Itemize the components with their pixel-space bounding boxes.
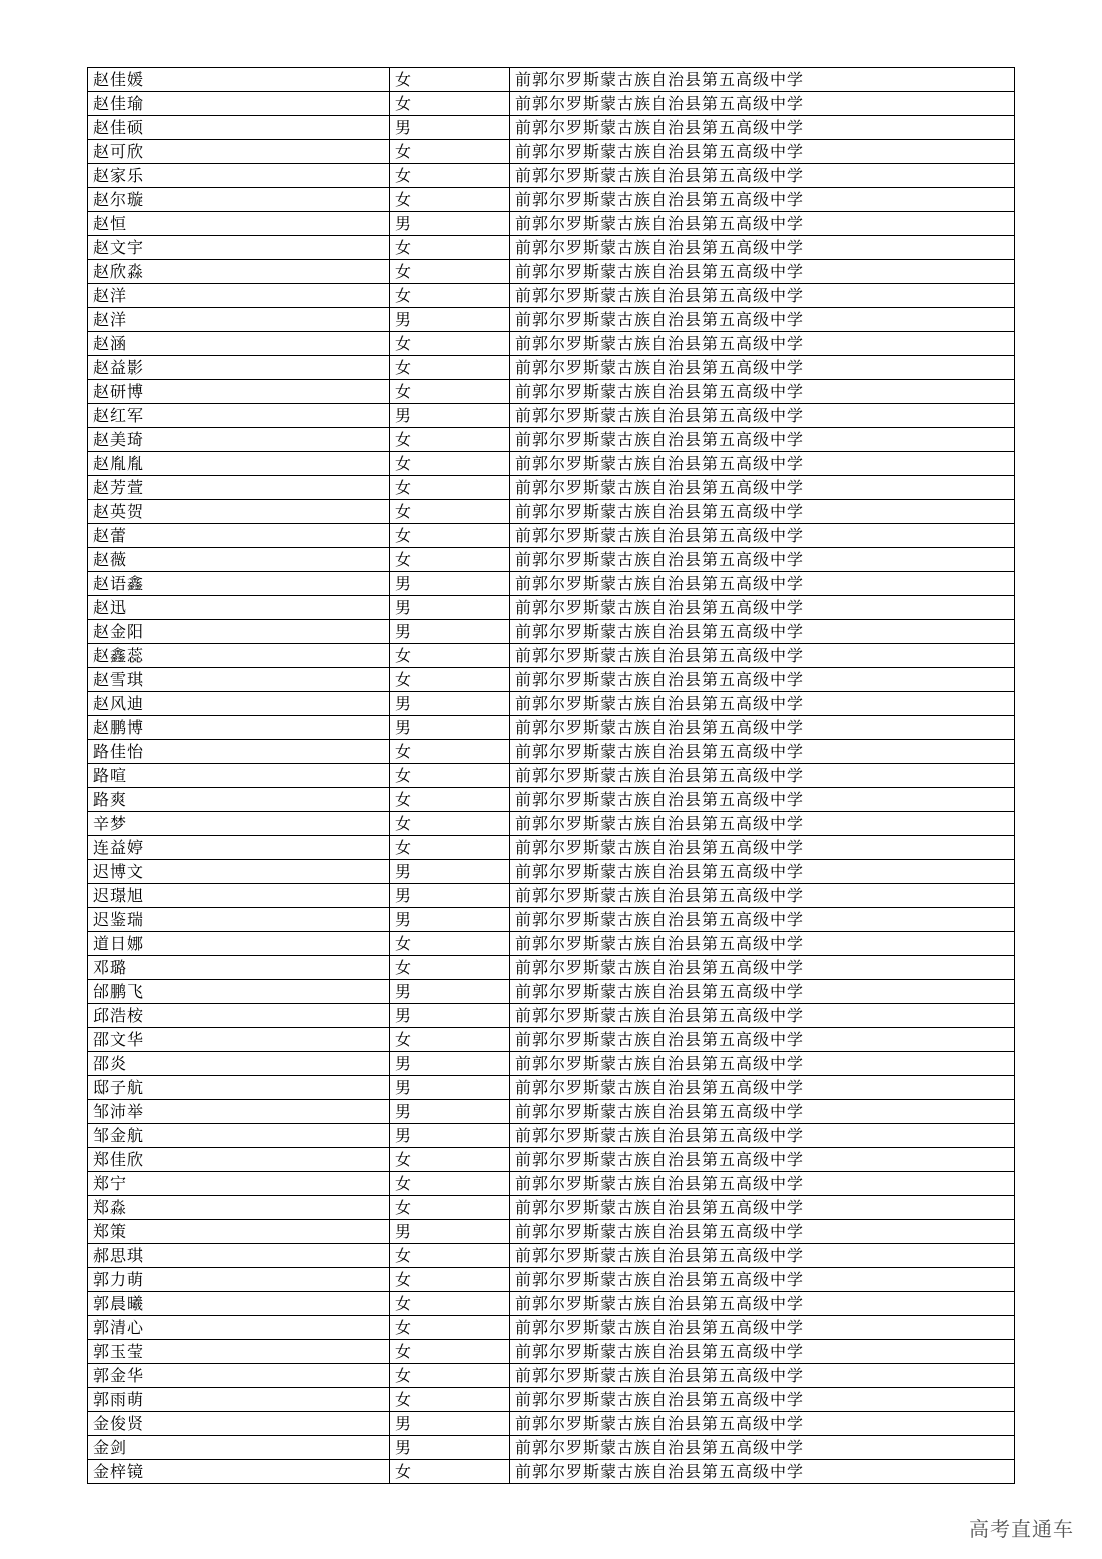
gender-cell: 女: [390, 1292, 510, 1316]
school-cell: 前郭尔罗斯蒙古族自治县第五高级中学: [510, 1124, 1015, 1148]
student-name-cell: 赵洋: [88, 284, 390, 308]
gender-cell: 男: [390, 1436, 510, 1460]
student-name-cell: 郭玉莹: [88, 1340, 390, 1364]
gender-cell: 女: [390, 764, 510, 788]
student-name-cell: 郭雨萌: [88, 1388, 390, 1412]
school-cell: 前郭尔罗斯蒙古族自治县第五高级中学: [510, 692, 1015, 716]
student-name-cell: 郑佳欣: [88, 1148, 390, 1172]
student-name-cell: 赵红军: [88, 404, 390, 428]
gender-cell: 女: [390, 476, 510, 500]
table-row: [88, 716, 1015, 740]
table-row: [88, 500, 1015, 524]
school-cell: 前郭尔罗斯蒙古族自治县第五高级中学: [510, 1364, 1015, 1388]
table-row: [88, 1100, 1015, 1124]
school-cell: 前郭尔罗斯蒙古族自治县第五高级中学: [510, 1172, 1015, 1196]
table-row: [88, 332, 1015, 356]
table-row: [88, 164, 1015, 188]
school-cell: 前郭尔罗斯蒙古族自治县第五高级中学: [510, 644, 1015, 668]
gender-cell: 男: [390, 716, 510, 740]
school-cell: 前郭尔罗斯蒙古族自治县第五高级中学: [510, 764, 1015, 788]
student-name-cell: 郭清心: [88, 1316, 390, 1340]
school-cell: 前郭尔罗斯蒙古族自治县第五高级中学: [510, 1436, 1015, 1460]
school-cell: 前郭尔罗斯蒙古族自治县第五高级中学: [510, 884, 1015, 908]
gender-cell: 女: [390, 1268, 510, 1292]
table-row: [88, 92, 1015, 116]
student-name-cell: 郭力萌: [88, 1268, 390, 1292]
gender-cell: 女: [390, 1316, 510, 1340]
gender-cell: 女: [390, 1388, 510, 1412]
gender-cell: 男: [390, 1124, 510, 1148]
student-name-cell: 郝思琪: [88, 1244, 390, 1268]
school-cell: 前郭尔罗斯蒙古族自治县第五高级中学: [510, 788, 1015, 812]
school-cell: 前郭尔罗斯蒙古族自治县第五高级中学: [510, 1076, 1015, 1100]
school-cell: 前郭尔罗斯蒙古族自治县第五高级中学: [510, 92, 1015, 116]
student-name-cell: 赵英贺: [88, 500, 390, 524]
student-name-cell: 郑淼: [88, 1196, 390, 1220]
table-row: [88, 284, 1015, 308]
school-cell: 前郭尔罗斯蒙古族自治县第五高级中学: [510, 284, 1015, 308]
table-row: [88, 1076, 1015, 1100]
school-cell: 前郭尔罗斯蒙古族自治县第五高级中学: [510, 1388, 1015, 1412]
table-row: [88, 452, 1015, 476]
school-cell: 前郭尔罗斯蒙古族自治县第五高级中学: [510, 1244, 1015, 1268]
student-name-cell: 赵蕾: [88, 524, 390, 548]
school-cell: 前郭尔罗斯蒙古族自治县第五高级中学: [510, 1268, 1015, 1292]
gender-cell: 女: [390, 644, 510, 668]
school-cell: 前郭尔罗斯蒙古族自治县第五高级中学: [510, 1148, 1015, 1172]
school-cell: 前郭尔罗斯蒙古族自治县第五高级中学: [510, 332, 1015, 356]
school-cell: 前郭尔罗斯蒙古族自治县第五高级中学: [510, 740, 1015, 764]
student-name-cell: 赵佳媛: [88, 68, 390, 92]
student-name-cell: 金俊贤: [88, 1412, 390, 1436]
roster-body: [88, 68, 1015, 1484]
student-name-cell: 郑宁: [88, 1172, 390, 1196]
school-cell: 前郭尔罗斯蒙古族自治县第五高级中学: [510, 1028, 1015, 1052]
student-name-cell: 郭晨曦: [88, 1292, 390, 1316]
table-row: [88, 620, 1015, 644]
gender-cell: 男: [390, 1412, 510, 1436]
table-row: [88, 212, 1015, 236]
gender-cell: 男: [390, 908, 510, 932]
table-row: [88, 236, 1015, 260]
school-cell: 前郭尔罗斯蒙古族自治县第五高级中学: [510, 236, 1015, 260]
school-cell: 前郭尔罗斯蒙古族自治县第五高级中学: [510, 668, 1015, 692]
student-name-cell: 赵洋: [88, 308, 390, 332]
school-cell: 前郭尔罗斯蒙古族自治县第五高级中学: [510, 428, 1015, 452]
table-row: [88, 356, 1015, 380]
student-name-cell: 赵涵: [88, 332, 390, 356]
table-row: [88, 1052, 1015, 1076]
school-cell: 前郭尔罗斯蒙古族自治县第五高级中学: [510, 356, 1015, 380]
gender-cell: 男: [390, 1076, 510, 1100]
gender-cell: 女: [390, 1340, 510, 1364]
school-cell: 前郭尔罗斯蒙古族自治县第五高级中学: [510, 908, 1015, 932]
school-cell: 前郭尔罗斯蒙古族自治县第五高级中学: [510, 500, 1015, 524]
school-cell: 前郭尔罗斯蒙古族自治县第五高级中学: [510, 380, 1015, 404]
table-row: [88, 788, 1015, 812]
student-name-cell: 赵尔璇: [88, 188, 390, 212]
table-row: [88, 740, 1015, 764]
gender-cell: 男: [390, 1004, 510, 1028]
school-cell: 前郭尔罗斯蒙古族自治县第五高级中学: [510, 524, 1015, 548]
school-cell: 前郭尔罗斯蒙古族自治县第五高级中学: [510, 860, 1015, 884]
gender-cell: 男: [390, 1052, 510, 1076]
table-row: [88, 908, 1015, 932]
gender-cell: 男: [390, 596, 510, 620]
table-row: [88, 68, 1015, 92]
student-name-cell: 邰鹏飞: [88, 980, 390, 1004]
school-cell: 前郭尔罗斯蒙古族自治县第五高级中学: [510, 836, 1015, 860]
table-row: [88, 1412, 1015, 1436]
gender-cell: 女: [390, 188, 510, 212]
school-cell: 前郭尔罗斯蒙古族自治县第五高级中学: [510, 212, 1015, 236]
school-cell: 前郭尔罗斯蒙古族自治县第五高级中学: [510, 1196, 1015, 1220]
student-name-cell: 赵欣淼: [88, 260, 390, 284]
gender-cell: 女: [390, 236, 510, 260]
table-row: [88, 1460, 1015, 1484]
gender-cell: 男: [390, 572, 510, 596]
gender-cell: 女: [390, 428, 510, 452]
student-name-cell: 邹沛举: [88, 1100, 390, 1124]
table-row: [88, 404, 1015, 428]
gender-cell: 女: [390, 932, 510, 956]
table-row: [88, 980, 1015, 1004]
student-name-cell: 赵恒: [88, 212, 390, 236]
school-cell: 前郭尔罗斯蒙古族自治县第五高级中学: [510, 188, 1015, 212]
school-cell: 前郭尔罗斯蒙古族自治县第五高级中学: [510, 260, 1015, 284]
student-name-cell: 金剑: [88, 1436, 390, 1460]
student-name-cell: 迟鉴瑞: [88, 908, 390, 932]
student-name-cell: 赵佳瑜: [88, 92, 390, 116]
gender-cell: 男: [390, 116, 510, 140]
student-name-cell: 赵迅: [88, 596, 390, 620]
table-row: [88, 260, 1015, 284]
table-row: [88, 476, 1015, 500]
gender-cell: 女: [390, 332, 510, 356]
table-row: [88, 1148, 1015, 1172]
school-cell: 前郭尔罗斯蒙古族自治县第五高级中学: [510, 932, 1015, 956]
student-name-cell: 赵家乐: [88, 164, 390, 188]
table-row: [88, 1268, 1015, 1292]
student-name-cell: 路爽: [88, 788, 390, 812]
gender-cell: 女: [390, 500, 510, 524]
school-cell: 前郭尔罗斯蒙古族自治县第五高级中学: [510, 68, 1015, 92]
student-name-cell: 辛梦: [88, 812, 390, 836]
gender-cell: 女: [390, 140, 510, 164]
table-row: [88, 1436, 1015, 1460]
table-row: [88, 932, 1015, 956]
gender-cell: 男: [390, 884, 510, 908]
gender-cell: 女: [390, 1196, 510, 1220]
student-name-cell: 赵美琦: [88, 428, 390, 452]
gender-cell: 女: [390, 812, 510, 836]
gender-cell: 女: [390, 92, 510, 116]
table-row: [88, 884, 1015, 908]
student-name-cell: 路喧: [88, 764, 390, 788]
gender-cell: 女: [390, 836, 510, 860]
school-cell: 前郭尔罗斯蒙古族自治县第五高级中学: [510, 452, 1015, 476]
school-cell: 前郭尔罗斯蒙古族自治县第五高级中学: [510, 980, 1015, 1004]
gender-cell: 女: [390, 356, 510, 380]
table-row: [88, 1364, 1015, 1388]
school-cell: 前郭尔罗斯蒙古族自治县第五高级中学: [510, 308, 1015, 332]
school-cell: 前郭尔罗斯蒙古族自治县第五高级中学: [510, 1316, 1015, 1340]
gender-cell: 女: [390, 548, 510, 572]
student-name-cell: 路佳怡: [88, 740, 390, 764]
student-name-cell: 赵金阳: [88, 620, 390, 644]
school-cell: 前郭尔罗斯蒙古族自治县第五高级中学: [510, 1292, 1015, 1316]
table-row: [88, 956, 1015, 980]
gender-cell: 女: [390, 452, 510, 476]
student-name-cell: 赵可欣: [88, 140, 390, 164]
table-row: [88, 380, 1015, 404]
school-cell: 前郭尔罗斯蒙古族自治县第五高级中学: [510, 1220, 1015, 1244]
student-name-cell: 金梓镜: [88, 1460, 390, 1484]
table-row: [88, 1220, 1015, 1244]
student-name-cell: 邱浩桉: [88, 1004, 390, 1028]
table-row: [88, 1172, 1015, 1196]
school-cell: 前郭尔罗斯蒙古族自治县第五高级中学: [510, 140, 1015, 164]
table-row: [88, 1292, 1015, 1316]
student-name-cell: 迟博文: [88, 860, 390, 884]
gender-cell: 女: [390, 1028, 510, 1052]
table-row: [88, 308, 1015, 332]
table-row: [88, 692, 1015, 716]
student-name-cell: 赵薇: [88, 548, 390, 572]
school-cell: 前郭尔罗斯蒙古族自治县第五高级中学: [510, 1004, 1015, 1028]
gender-cell: 女: [390, 1148, 510, 1172]
student-name-cell: 赵鹏博: [88, 716, 390, 740]
student-name-cell: 邵炎: [88, 1052, 390, 1076]
school-cell: 前郭尔罗斯蒙古族自治县第五高级中学: [510, 1412, 1015, 1436]
gender-cell: 女: [390, 284, 510, 308]
gender-cell: 男: [390, 860, 510, 884]
gender-cell: 男: [390, 1220, 510, 1244]
gender-cell: 女: [390, 740, 510, 764]
school-cell: 前郭尔罗斯蒙古族自治县第五高级中学: [510, 572, 1015, 596]
table-row: [88, 1340, 1015, 1364]
student-name-cell: 赵佳硕: [88, 116, 390, 140]
student-name-cell: 郑策: [88, 1220, 390, 1244]
school-cell: 前郭尔罗斯蒙古族自治县第五高级中学: [510, 1340, 1015, 1364]
student-name-cell: 邵文华: [88, 1028, 390, 1052]
table-row: [88, 596, 1015, 620]
student-name-cell: 赵鑫蕊: [88, 644, 390, 668]
gender-cell: 女: [390, 68, 510, 92]
table-row: [88, 1388, 1015, 1412]
table-row: [88, 812, 1015, 836]
table-row: [88, 1196, 1015, 1220]
table-row: [88, 548, 1015, 572]
gender-cell: 男: [390, 308, 510, 332]
student-roster-table: [87, 67, 1015, 1484]
gender-cell: 女: [390, 260, 510, 284]
gender-cell: 男: [390, 980, 510, 1004]
gender-cell: 男: [390, 620, 510, 644]
watermark: 高考直通车: [969, 1517, 1074, 1541]
gender-cell: 女: [390, 956, 510, 980]
school-cell: 前郭尔罗斯蒙古族自治县第五高级中学: [510, 812, 1015, 836]
table-row: [88, 524, 1015, 548]
gender-cell: 女: [390, 1244, 510, 1268]
student-name-cell: 邹金航: [88, 1124, 390, 1148]
student-name-cell: 赵研博: [88, 380, 390, 404]
table-row: [88, 188, 1015, 212]
gender-cell: 男: [390, 212, 510, 236]
gender-cell: 女: [390, 164, 510, 188]
table-row: [88, 140, 1015, 164]
student-name-cell: 赵芳萱: [88, 476, 390, 500]
gender-cell: 男: [390, 404, 510, 428]
table-row: [88, 644, 1015, 668]
school-cell: 前郭尔罗斯蒙古族自治县第五高级中学: [510, 548, 1015, 572]
table-row: [88, 836, 1015, 860]
table-row: [88, 572, 1015, 596]
gender-cell: 男: [390, 1100, 510, 1124]
table-row: [88, 1124, 1015, 1148]
table-row: [88, 116, 1015, 140]
school-cell: 前郭尔罗斯蒙古族自治县第五高级中学: [510, 596, 1015, 620]
table-row: [88, 764, 1015, 788]
student-name-cell: 赵风迪: [88, 692, 390, 716]
school-cell: 前郭尔罗斯蒙古族自治县第五高级中学: [510, 476, 1015, 500]
student-name-cell: 赵胤胤: [88, 452, 390, 476]
student-name-cell: 连益婷: [88, 836, 390, 860]
student-name-cell: 迟璟旭: [88, 884, 390, 908]
school-cell: 前郭尔罗斯蒙古族自治县第五高级中学: [510, 1052, 1015, 1076]
student-name-cell: 赵文宇: [88, 236, 390, 260]
table-row: [88, 668, 1015, 692]
gender-cell: 女: [390, 380, 510, 404]
gender-cell: 男: [390, 692, 510, 716]
gender-cell: 女: [390, 1364, 510, 1388]
gender-cell: 女: [390, 524, 510, 548]
student-name-cell: 赵语鑫: [88, 572, 390, 596]
table-row: [88, 1316, 1015, 1340]
school-cell: 前郭尔罗斯蒙古族自治县第五高级中学: [510, 164, 1015, 188]
gender-cell: 女: [390, 1172, 510, 1196]
student-name-cell: 郭金华: [88, 1364, 390, 1388]
student-name-cell: 赵雪琪: [88, 668, 390, 692]
table-row: [88, 1244, 1015, 1268]
gender-cell: 女: [390, 788, 510, 812]
table-row: [88, 860, 1015, 884]
school-cell: 前郭尔罗斯蒙古族自治县第五高级中学: [510, 716, 1015, 740]
student-name-cell: 邸子航: [88, 1076, 390, 1100]
table-row: [88, 428, 1015, 452]
gender-cell: 女: [390, 1460, 510, 1484]
student-name-cell: 邓璐: [88, 956, 390, 980]
table-row: [88, 1028, 1015, 1052]
student-name-cell: 道日娜: [88, 932, 390, 956]
student-name-cell: 赵益影: [88, 356, 390, 380]
school-cell: 前郭尔罗斯蒙古族自治县第五高级中学: [510, 1460, 1015, 1484]
school-cell: 前郭尔罗斯蒙古族自治县第五高级中学: [510, 1100, 1015, 1124]
school-cell: 前郭尔罗斯蒙古族自治县第五高级中学: [510, 404, 1015, 428]
school-cell: 前郭尔罗斯蒙古族自治县第五高级中学: [510, 956, 1015, 980]
school-cell: 前郭尔罗斯蒙古族自治县第五高级中学: [510, 620, 1015, 644]
gender-cell: 女: [390, 668, 510, 692]
table-row: [88, 1004, 1015, 1028]
school-cell: 前郭尔罗斯蒙古族自治县第五高级中学: [510, 116, 1015, 140]
